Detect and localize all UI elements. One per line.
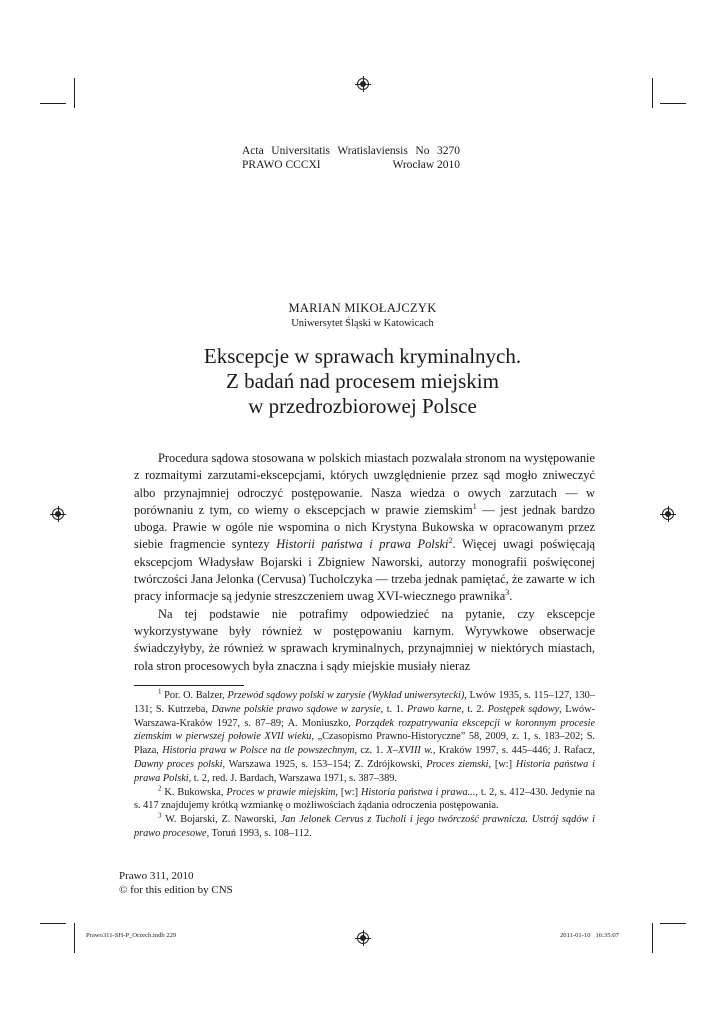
journal-place-year: Wrocław 2010 [392, 159, 460, 171]
slug-datetime: 2011-01-10 16:35:07 [560, 932, 619, 939]
crop-mark-right-bottom [660, 923, 686, 924]
footnote-ref: 3 [505, 588, 510, 598]
imprint-copyright: © for this edition by CNS [119, 883, 233, 896]
crop-mark-left-top [40, 103, 66, 104]
footnote-1: $^1$ Por. O. Balzer, Przewód sądowy polski w zarysie (Wykład uniwersytecki), Lwów 1935, s. 115–127, 130–131; S. Kutrzeba, Dawne polskie prawo sądowe w zarysie, t. 1. Prawo karne, t. 2. Postępek sądowy, Lwów-Warszawa-Kraków 1927, s. 87–89; A. Moniuszko, Porządek rozpatrywania ekscepcji w koronnym procesie ziemskim w pierwszej połowie XVII wieku, „Czasopismo Prawno-Historyczne” 58, 2009, z. 1, s. 183–202; S. Płaza, Historia prawa w Polsce na tle powszechnym, cz. 1. X–XVIII w., Kraków 1997, s. 445–446; J. Rafacz, Dawny proces polski, Warszawa 1925, s. 153–154; Z. Zdrójkowski, Proces ziemski, [w:] Historia państwa i prawa Polski, t. 2, red. J. Bardach, Warszawa 1971, s. 387–389. [134, 687, 596, 784]
registration-mark-icon [357, 78, 369, 90]
footnote-ref: 1 [472, 501, 477, 511]
footnotes [134, 689, 595, 841]
footnote-ref: 2 [448, 536, 453, 546]
registration-mark-icon [52, 508, 64, 520]
title-line: w przedrozbiorowej Polsce [248, 394, 477, 418]
article-title [0, 344, 725, 419]
body-paragraph: Procedura sądowa stosowana w polskich miastach pozwalała stronom na występowanie z rozmaitymi zarzutami-ekscepcjami, których uwzględnienie przez sąd mogło zniweczyć albo przynajmniej odroczyć postępowanie. Nasza wiedza o owych zarzutach — w porównaniu z tym, co wiemy o ekscepcjach w prawie ziemskim$^1$ — jest jednak bardzo uboga. Prawie w ogóle nie wspomina o nich Krystyna Bukowska w opracowanym przez siebie fragmencie syntezy Historii państwa i prawa Polski$^2$. Więcej uwagi poświęcają ekscepcjom Władysław Bojarski i Zbigniew Naworski, autorzy monografii poświęconej twórczości Jana Jelonka (Cervusa) Tucholczyka — trzeba jednak pamiętać, że zawarte w ich pracy informacje są jedynie streszczeniem uwag XVI-wiecznego prawnika$^3$. [134, 451, 596, 604]
crop-mark-bottom-right [652, 923, 653, 953]
crop-mark-top-left [74, 78, 75, 108]
title-line: Ekscepcje w sprawach kryminalnych. [203, 344, 522, 368]
footnote-2: $^2$ K. Bukowska, Proces w prawie miejskim, [w:] Historia państwa i prawa..., t. 2, s. 412–430. Jedynie na s. 417 znajdujemy krótką wzmiankę o możliwościach żądania odroczenia postępowania. [134, 784, 595, 812]
title-line: Z badań nad procesem miejskim [226, 369, 499, 393]
imprint-volume: Prawo 311, 2010 [119, 870, 194, 882]
registration-mark-icon [357, 932, 369, 944]
article-body [134, 450, 595, 675]
crop-mark-right-top [660, 103, 686, 104]
crop-mark-top-right [652, 78, 653, 108]
footnote-3: $^3$ W. Bojarski, Z. Naworski, Jan Jelonek Cervus z Tucholi i jego twórczość prawnicza. Ustrój sądów i prawo procesowe, Toruń 1993, s. 108–112. [134, 811, 595, 839]
journal-header [242, 144, 460, 172]
journal-series: PRAWO CCCXI [242, 159, 321, 171]
footnote-divider [134, 685, 244, 686]
crop-mark-bottom-left [74, 923, 75, 953]
slug-filename: Prawo311-SH-P_Orzech.indb 229 [86, 932, 177, 939]
crop-mark-left-bottom [40, 923, 66, 924]
author-affiliation: Uniwersytet Śląski w Katowicach [291, 318, 434, 329]
body-paragraph: Na tej podstawie nie potrafimy odpowiedzieć na pytanie, czy ekscepcje wykorzystywane były również w postępowaniu karnym. Wyrywkowe obserwacje świadczyłyby, że również w sprawach kryminalnych, przynajmniej w niektórych miastach, rola stron procesowych była znaczna i sądy miejskie musiały nieraz [134, 606, 595, 673]
registration-mark-icon [662, 508, 674, 520]
author-name: MARIAN MIKOŁAJCZYK [288, 301, 437, 315]
imprint [119, 870, 319, 897]
journal-line: Acta Universitatis Wratislaviensis No 3270 [242, 145, 460, 157]
